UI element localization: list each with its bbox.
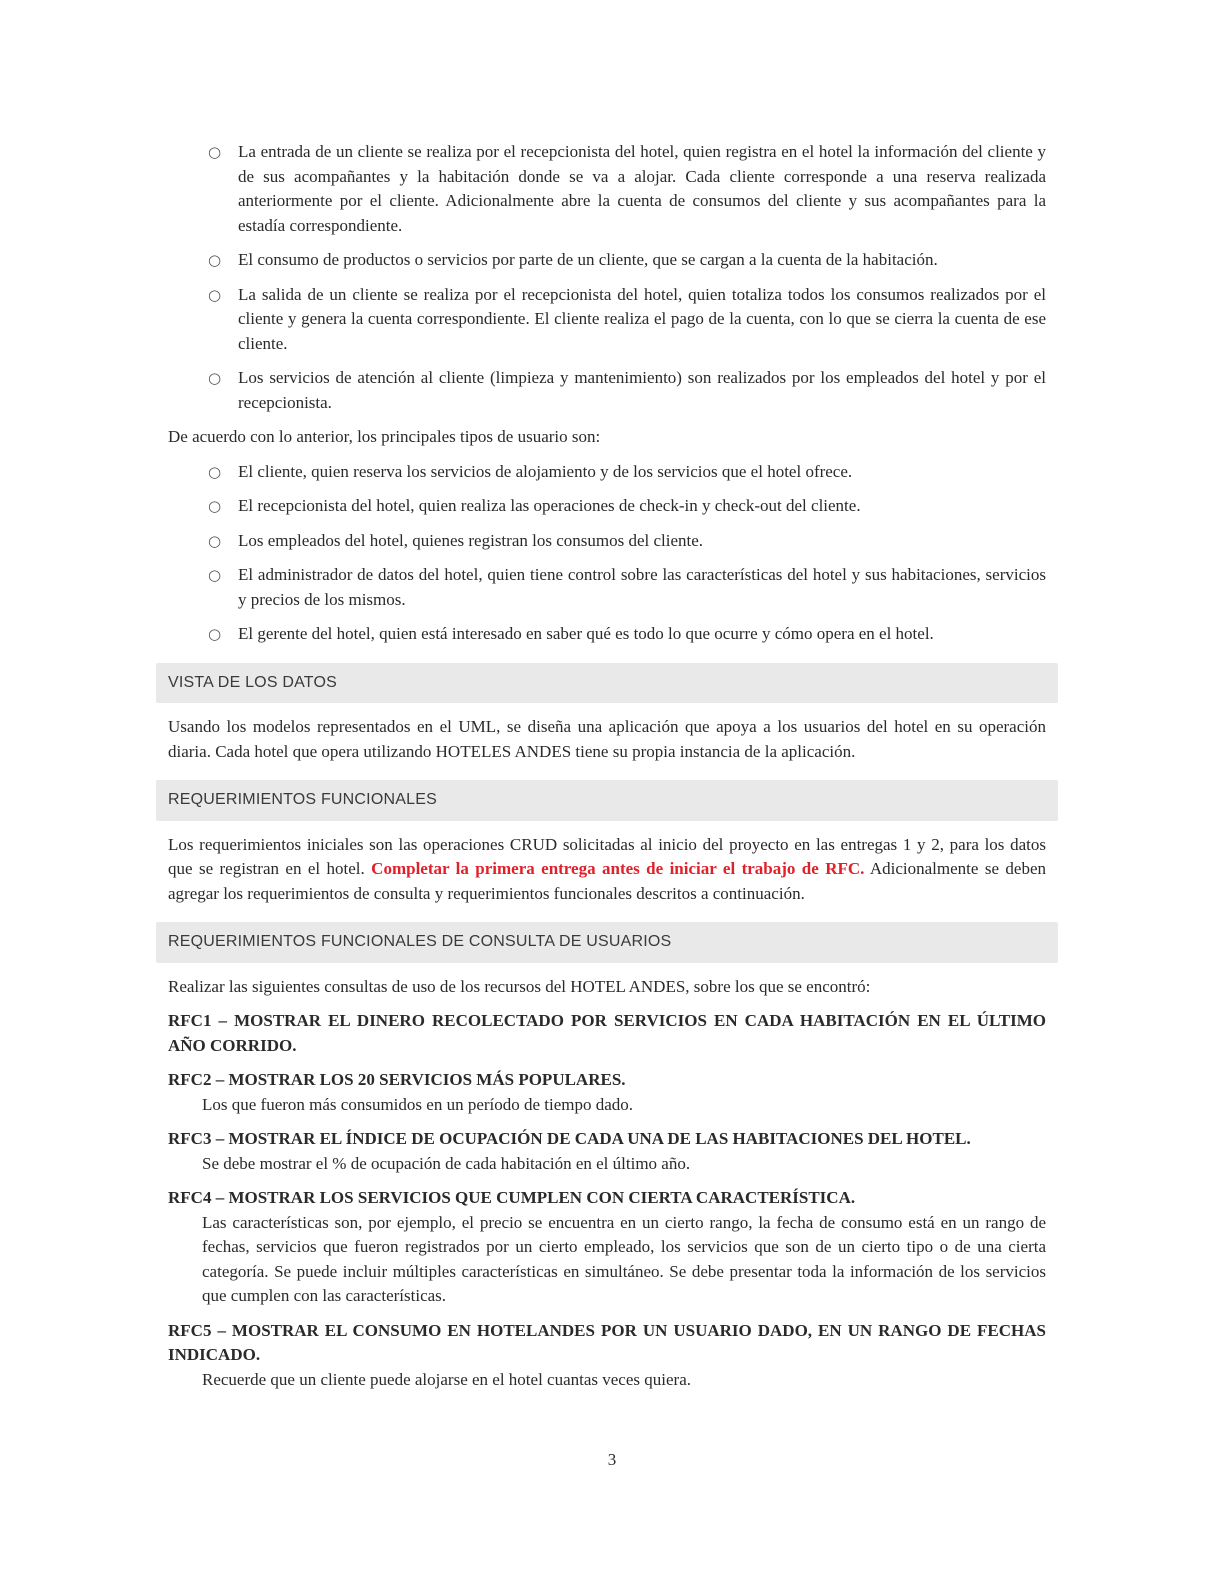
- list-item-text: El administrador de datos del hotel, quien tiene control sobre las características del hotel y sus habitaciones, servicios y precios de los mismos.: [238, 565, 1046, 609]
- bullet-marker: ○: [208, 497, 222, 515]
- list-item: [168, 622, 1046, 647]
- list-item: [168, 460, 1046, 485]
- bullet-marker: ○: [208, 143, 222, 161]
- bullet-marker: ○: [208, 531, 222, 550]
- requirement-title: MOSTRAR EL ÍNDICE DE OCUPACIÓN DE CADA UNA DE LAS HABITACIONES DEL HOTEL.: [228, 1129, 971, 1148]
- list-item-text: La entrada de un cliente se realiza por el recepcionista del hotel, quien registra en el hotel la información del cliente y de sus acompañantes y la habitación donde se va a alojar. Cada cliente corresponde a una reserva realizada anteriormente por el cliente. Adicionalmente abre la cuenta de consumos del cliente y sus acompañantes para la estadía correspondiente.: [238, 142, 1046, 235]
- list-item: [168, 494, 1046, 519]
- list-item: [168, 283, 1046, 357]
- list-item: [168, 563, 1046, 612]
- paragraph-text: Adicionalmente se deben agregar los requerimientos de consulta y requerimientos funcionales descritos a continuación.: [168, 859, 1046, 903]
- requirement-code: RFC2: [168, 1070, 212, 1089]
- list-item: [168, 366, 1046, 415]
- requirement-description: Las características son, por ejemplo, el precio se encuentra en un cierto rango, la fecha de consumo está en un rango de fechas, servicios que fueron registrados por un cierto empleado, los servicios que son de un cierto tipo o de una cierta categoría. Se puede incluir múltiples características en simultáneo. Se debe presentar toda la información de los servicios que cumplen con las características.: [202, 1212, 1046, 1305]
- bullet-marker: ○: [208, 285, 222, 304]
- section-header-functional-requirements: REQUERIMIENTOS FUNCIONALES: [156, 780, 1058, 821]
- list-item-text: El consumo de productos o servicios por parte de un cliente, que se cargan a la cuenta de la habitación.: [238, 250, 938, 269]
- list-item-text: El recepcionista del hotel, quien realiza las operaciones de check-in y check-out del cliente.: [238, 496, 861, 515]
- requirement-title: MOSTRAR LOS 20 SERVICIOS MÁS POPULARES.: [228, 1070, 626, 1089]
- list-item-text: El cliente, quien reserva los servicios de alojamiento y de los servicios que el hotel ofrece.: [238, 461, 853, 481]
- highlighted-warning-text: Completar la primera entrega antes de iniciar el trabajo de RFC.: [371, 859, 865, 878]
- user-types-list: [168, 460, 1046, 647]
- requirement-title: MOSTRAR EL CONSUMO EN HOTELANDES POR UN USUARIO DADO, EN UN RANGO DE FECHAS INDICADO.: [168, 1320, 1046, 1364]
- requirement-code: RFC4: [168, 1188, 212, 1207]
- requirement-description: Recuerde que un cliente puede alojarse en el hotel cuantas veces quiera.: [202, 1369, 691, 1389]
- document-page: [168, 140, 1046, 1402]
- section-header-data-view: VISTA DE LOS DATOS: [156, 663, 1058, 704]
- requirement-code: RFC5: [168, 1320, 212, 1340]
- requirement-description: Los que fueron más consumidos en un período de tiempo dado.: [202, 1094, 634, 1114]
- data-view-paragraph: Usando los modelos representados en el UML, se diseña una aplicación que apoya a los usuarios del hotel en su operación diaria. Cada hotel que opera utilizando HOTELES ANDES tiene su propia instancia de la aplicación.: [168, 717, 1046, 761]
- requirement-description: Se debe mostrar el % de ocupación de cada habitación en el último año.: [202, 1153, 691, 1173]
- requirement-item: RFC1 – MOSTRAR EL DINERO RECOLECTADO POR SERVICIOS EN CADA HABITACIÓN EN EL ÚLTIMO AÑO CORRIDO.: [168, 1011, 1047, 1055]
- requirement-code: RFC3: [168, 1129, 212, 1148]
- requirement-code: RFC1: [168, 1011, 212, 1030]
- bullet-marker: ○: [208, 625, 222, 643]
- process-bullet-list: [168, 140, 1046, 415]
- bullet-marker: ○: [208, 566, 222, 584]
- bullet-marker: ○: [208, 462, 222, 481]
- list-item: [168, 140, 1046, 238]
- paragraph-text: Los requerimientos iniciales son las operaciones CRUD solicitadas al inicio del proyecto en las entregas 1 y 2, para los datos que se registran en el hotel.: [168, 834, 1046, 878]
- user-types-intro: De acuerdo con lo anterior, los principales tipos de usuario son:: [168, 427, 601, 446]
- list-item-text: Los empleados del hotel, quienes registran los consumos del cliente.: [238, 530, 704, 550]
- requirement-item: RFC2 – MOSTRAR LOS 20 SERVICIOS MÁS POPULARES. Los que fueron más consumidos en un período de tiempo dado.: [168, 1068, 1046, 1117]
- list-item: [168, 248, 1046, 273]
- query-requirements-intro: Realizar las siguientes consultas de uso de los recursos del HOTEL ANDES, sobre los que se encontró:: [168, 976, 871, 996]
- requirement-item: RFC5 – MOSTRAR EL CONSUMO EN HOTELANDES POR UN USUARIO DADO, EN UN RANGO DE FECHAS INDICADO. Recuerde que un cliente puede alojarse en el hotel cuantas veces quiera.: [168, 1319, 1046, 1393]
- functional-requirements-paragraph: [168, 833, 1046, 907]
- list-item: [168, 529, 1046, 554]
- list-item-text: El gerente del hotel, quien está interesado en saber qué es todo lo que ocurre y cómo opera en el hotel.: [238, 624, 934, 643]
- requirement-title: MOSTRAR EL DINERO RECOLECTADO POR SERVICIOS EN CADA HABITACIÓN EN EL ÚLTIMO AÑO CORRIDO.: [168, 1011, 1047, 1055]
- bullet-marker: ○: [208, 369, 222, 387]
- requirement-title: MOSTRAR LOS SERVICIOS QUE CUMPLEN CON CIERTA CARACTERÍSTICA.: [228, 1188, 856, 1207]
- list-item-text: Los servicios de atención al cliente (limpieza y mantenimiento) son realizados por los empleados del hotel y por el recepcionista.: [238, 368, 1046, 412]
- requirement-item: RFC3 – MOSTRAR EL ÍNDICE DE OCUPACIÓN DE CADA UNA DE LAS HABITACIONES DEL HOTEL. Se debe mostrar el % de ocupación de cada habitación en el último año.: [168, 1127, 1046, 1176]
- section-header-query-requirements: REQUERIMIENTOS FUNCIONALES DE CONSULTA DE USUARIOS: [156, 922, 1058, 963]
- bullet-marker: ○: [208, 251, 222, 269]
- page-number: 3: [607, 1450, 617, 1469]
- list-item-text: La salida de un cliente se realiza por el recepcionista del hotel, quien totaliza todos los consumos realizados por el cliente y genera la cuenta correspondiente. El cliente realiza el pago de la cuenta, con lo que se cierra la cuenta de ese cliente.: [238, 284, 1046, 353]
- requirement-item: RFC4 – MOSTRAR LOS SERVICIOS QUE CUMPLEN CON CIERTA CARACTERÍSTICA. Las características son, por ejemplo, el precio se encuentra en un cierto rango, la fecha de consumo está en un rango de fechas, servicios que fueron registrados por un cierto empleado, los servicios que son de un cierto tipo o de una cierta categoría. Se puede incluir múltiples características en simultáneo. Se debe presentar toda la información de los servicios que cumplen con las características.: [168, 1186, 1046, 1309]
